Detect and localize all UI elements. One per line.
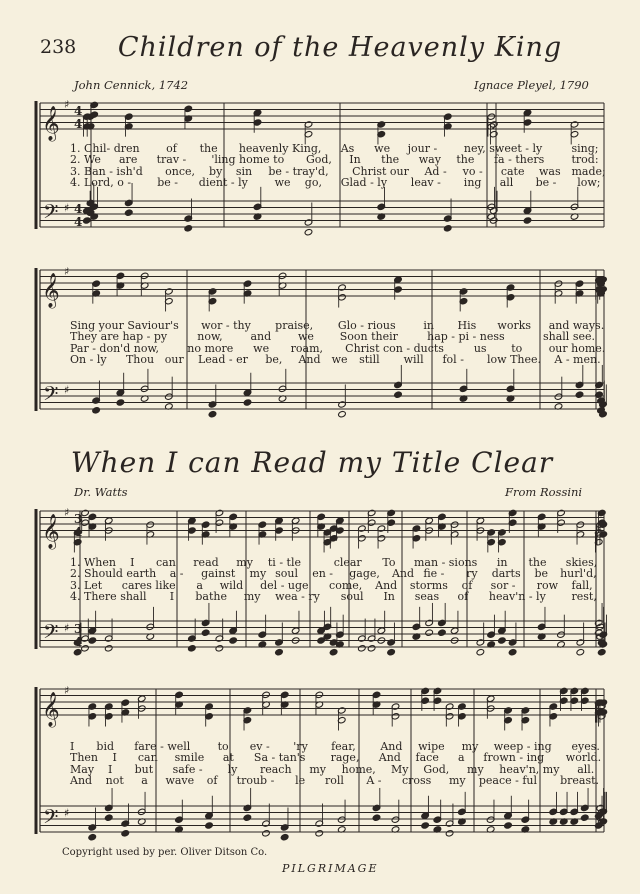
lyric-syllable: and <box>250 330 272 344</box>
lyric-syllable: And <box>70 773 93 787</box>
lyric-syllable: Soon their <box>339 330 398 344</box>
lyric-syllable: 1. When <box>70 556 116 569</box>
lyric-syllable: Then <box>70 751 99 765</box>
note-head <box>580 814 589 821</box>
lyric-syllable: jour - <box>407 142 438 155</box>
lyric-syllable: low; <box>577 175 601 189</box>
lyric-syllable: 4. Lord, o - <box>70 175 132 189</box>
lyric-syllable: clear <box>333 556 362 569</box>
lyric-syllable: fa - thers <box>493 153 545 167</box>
lyric-syllable: hap - pi - ness <box>427 330 505 344</box>
lyric-syllable: I <box>70 740 75 753</box>
lyric-syllable: en - <box>312 567 334 581</box>
lyric-syllable: Christ con - ducts <box>345 341 444 355</box>
note-head <box>508 649 517 656</box>
lyric-syllable: to <box>217 740 229 753</box>
note-head <box>243 814 252 821</box>
note-head <box>358 645 367 652</box>
lyric-syllable: seas <box>414 589 440 603</box>
note-head <box>367 645 376 652</box>
lyric-syllable: in <box>496 556 508 569</box>
lyric-syllable: 2. Should earth <box>70 567 157 581</box>
lyric-syllable: And <box>375 578 398 592</box>
time-signature-bottom: 4 <box>74 215 83 229</box>
note-head <box>315 830 324 837</box>
note-head <box>104 645 113 652</box>
lyric-syllable: wipe <box>418 740 445 753</box>
lyric-syllable: fol - <box>442 352 464 366</box>
lyric-syllable: still <box>359 352 380 366</box>
note-head <box>498 637 507 644</box>
note-head <box>215 645 224 652</box>
lyric-syllable: On - ly <box>70 352 107 366</box>
lyric-syllable: read <box>193 556 219 569</box>
lyric-syllable: row <box>536 578 559 592</box>
lyric-syllable: roll <box>325 773 344 787</box>
lyric-syllable: wor - thy <box>201 319 251 332</box>
lyric-syllable: And <box>378 751 401 765</box>
lyric-syllable: trod: <box>571 153 599 167</box>
lyric-syllable: all. <box>577 762 595 776</box>
hymn2-title: When I can Read my Title Clear <box>70 446 554 479</box>
lyric-syllable: And <box>298 352 321 366</box>
note-head <box>338 411 347 418</box>
time-signature-bottom: 4 <box>74 117 83 131</box>
lyric-syllable: In <box>349 153 361 167</box>
lyric-line <box>0 177 640 188</box>
lyric-syllable: not <box>105 773 124 787</box>
lyric-syllable: cares like <box>121 578 176 592</box>
key-signature-sharp: ♯ <box>64 265 70 278</box>
lyric-syllable: I <box>169 589 175 603</box>
time-signature-top: 3 <box>74 622 83 636</box>
note-head <box>443 225 452 232</box>
treble-clef: 𝄞 <box>42 273 60 308</box>
copyright-notice: Copyright used by per. Oliver Ditson Co. <box>62 847 268 858</box>
lyric-syllable: leav - <box>410 175 441 189</box>
lyric-syllable: in <box>423 319 434 332</box>
lyric-syllable: come, <box>329 578 363 592</box>
lyric-line <box>0 331 640 342</box>
lyric-syllable: reach <box>259 762 292 776</box>
lyric-syllable: May <box>70 762 95 776</box>
note-head <box>262 830 271 837</box>
note-head <box>243 399 252 406</box>
time-signature-top: 3 <box>74 512 83 526</box>
lyric-line <box>0 752 640 763</box>
note-head <box>445 830 454 837</box>
lyric-syllable: a - <box>169 567 184 581</box>
lyric-syllable: roam, <box>290 341 323 355</box>
hymn2-system2-lyrics <box>0 741 640 786</box>
lyric-line <box>0 775 640 786</box>
lyric-syllable: del - uge <box>260 578 309 592</box>
note-head <box>121 830 130 837</box>
lyric-syllable: His <box>457 319 477 332</box>
lyric-syllable: gainst <box>201 567 236 581</box>
lyric-syllable: works <box>497 319 532 332</box>
lyric-syllable: frown - ing <box>483 751 545 765</box>
note-head <box>523 217 532 224</box>
lyric-syllable: the <box>381 153 400 167</box>
lyric-syllable: the <box>456 153 475 167</box>
lyric-syllable: heavenly King, <box>238 142 322 155</box>
lyric-syllable: shall see. <box>543 330 595 344</box>
lyric-syllable: As <box>340 142 355 155</box>
lyric-syllable: ti - tle <box>267 556 301 569</box>
key-signature-sharp: ♯ <box>64 383 70 397</box>
hymn2-composer: From Rossini <box>505 485 583 499</box>
lyric-syllable: all <box>499 175 514 189</box>
treble-clef: 𝄞 <box>42 106 60 141</box>
lyric-syllable: Sing your Saviour's <box>70 319 179 332</box>
note-head <box>208 411 217 418</box>
lyric-line <box>0 568 640 579</box>
lyric-syllable: my <box>249 567 267 581</box>
lyric-syllable: rage, <box>330 751 360 765</box>
lyric-syllable: smile <box>174 751 205 765</box>
lyric-syllable: I <box>107 762 113 776</box>
lyric-syllable: They are hap - py <box>70 330 168 344</box>
lyric-syllable: fear, <box>331 740 356 753</box>
lyric-syllable: safe - <box>172 762 203 776</box>
note-head <box>275 649 284 656</box>
lyric-syllable: made; <box>571 164 606 178</box>
lyric-syllable: heav'n, my <box>499 762 560 776</box>
lyric-syllable: hurl'd, <box>560 567 597 581</box>
note-head <box>88 834 97 841</box>
lyric-syllable: a <box>196 578 203 592</box>
lyric-syllable: Ad - <box>424 164 447 178</box>
lyric-syllable: be - tray'd, <box>268 164 329 178</box>
lyric-syllable: us <box>473 341 487 355</box>
key-signature-sharp: ♯ <box>64 806 70 820</box>
bass-clef: 𝄢 <box>43 805 59 833</box>
lyric-syllable: can <box>156 556 176 569</box>
lyric-syllable: are <box>119 153 138 167</box>
lyric-syllable: my <box>448 773 466 787</box>
lyric-syllable: we <box>297 330 314 344</box>
note-head <box>575 391 584 398</box>
key-signature-sharp: ♯ <box>64 684 70 697</box>
running-title: PILGRIMAGE <box>282 862 379 875</box>
note-head <box>304 229 313 236</box>
lyric-syllable: In <box>383 589 395 603</box>
lyric-syllable: ney, sweet - ly <box>463 142 543 155</box>
lyric-syllable: fare - well <box>134 740 191 753</box>
lyric-syllable: Lead - er <box>197 352 248 366</box>
lyric-syllable: now, <box>197 330 223 344</box>
hymn1-system2-lyrics <box>0 320 640 365</box>
hymn1-title: Children of the Heavenly King <box>117 32 563 63</box>
bass-clef: 𝄢 <box>43 200 59 228</box>
note-head <box>201 629 210 636</box>
lyric-syllable: cate <box>500 164 525 178</box>
lyric-syllable: a <box>458 751 465 765</box>
lyric-syllable: rest, <box>571 589 597 603</box>
lyric-syllable: of <box>206 773 218 787</box>
lyric-line <box>0 354 640 365</box>
lyric-syllable: my <box>309 762 326 776</box>
note-head <box>387 649 396 656</box>
lyric-syllable: And <box>380 740 403 753</box>
lyric-syllable: my <box>236 556 253 569</box>
lyric-syllable: my <box>243 589 261 603</box>
lyric-syllable: A - <box>366 773 382 787</box>
lyric-syllable: cross <box>401 773 432 787</box>
time-signature-top: 4 <box>74 202 83 216</box>
note-head <box>476 649 485 656</box>
lyric-syllable: peace - ful <box>478 773 538 787</box>
lyric-syllable: we <box>274 175 291 189</box>
lyric-syllable: troub - <box>236 773 275 787</box>
lyric-syllable: once, <box>165 164 196 178</box>
lyric-syllable: heav'n - ly <box>488 589 546 603</box>
note-head <box>425 629 434 636</box>
lyric-syllable: God, <box>423 762 450 776</box>
lyric-syllable: be - <box>157 175 178 189</box>
lyric-syllable: our <box>164 352 184 366</box>
lyric-syllable: our home. <box>548 341 606 355</box>
lyric-syllable: 'ry <box>293 740 308 753</box>
lyric-syllable: of <box>461 578 473 592</box>
lyric-syllable: sin <box>235 164 253 178</box>
lyric-syllable: darts <box>491 567 521 581</box>
lyric-syllable: we <box>331 352 348 366</box>
lyric-syllable: my <box>461 740 479 753</box>
note-head <box>229 637 238 644</box>
lyric-syllable: 4. There shall <box>70 589 147 603</box>
lyric-syllable: of <box>457 589 469 603</box>
note-head <box>421 822 430 829</box>
lyric-syllable: skies, <box>565 556 598 569</box>
lyric-syllable: soul <box>340 589 364 603</box>
lyric-syllable: ing <box>463 175 482 189</box>
lyric-syllable: go, <box>304 175 322 189</box>
lyric-syllable: can <box>137 751 158 765</box>
lyric-syllable: Christ our <box>352 164 409 178</box>
lyric-syllable: A - men. <box>554 352 601 366</box>
time-signature-top: 4 <box>74 104 83 118</box>
lyric-syllable: be, <box>265 352 283 366</box>
lyric-syllable: world. <box>565 751 602 765</box>
lyric-syllable: home, <box>341 762 376 776</box>
lyric-syllable: we <box>374 142 391 155</box>
lyric-syllable: I <box>112 751 117 765</box>
lyric-syllable: we <box>253 341 270 355</box>
note-head <box>88 637 97 644</box>
lyric-syllable: and ways. <box>548 319 605 332</box>
lyric-syllable: 3. Ban - ish'd <box>70 164 143 178</box>
lyric-syllable: my <box>467 762 484 776</box>
lyric-syllable: man - sions <box>414 556 478 569</box>
lyric-line <box>0 764 640 775</box>
lyric-syllable: To <box>382 556 396 569</box>
note-head <box>504 822 513 829</box>
lyric-syllable: wea - ry <box>275 589 320 603</box>
key-signature-sharp: ♯ <box>64 506 70 519</box>
lyric-syllable: dient - ly <box>198 175 248 189</box>
lyric-syllable: bid <box>96 740 115 753</box>
lyric-syllable: Par - don'd now, <box>70 341 160 355</box>
note-head <box>188 645 197 652</box>
lyric-syllable: soul <box>275 567 299 581</box>
lyric-syllable: wild <box>219 578 244 592</box>
key-signature-sharp: ♯ <box>64 98 70 111</box>
lyric-syllable: breast. <box>560 773 600 787</box>
treble-clef: 𝄞 <box>42 692 60 727</box>
hymn1-author: John Cennick, 1742 <box>74 78 189 92</box>
lyric-syllable: fie - <box>423 567 445 581</box>
lyric-syllable: eyes. <box>571 740 600 753</box>
lyric-line <box>0 591 640 602</box>
lyric-syllable: 3. Let <box>70 578 103 592</box>
lyric-syllable: weep - ing <box>493 740 552 753</box>
hymn2-system1-lyrics <box>0 557 640 602</box>
lyric-syllable: And <box>391 567 415 581</box>
lyric-syllable: sor - <box>490 578 516 592</box>
lyric-syllable: to <box>511 341 523 355</box>
hymn1-composer: Ignace Pleyel, 1790 <box>474 78 589 92</box>
lyric-syllable: fall, <box>571 578 593 592</box>
note-head <box>597 649 606 656</box>
note-head <box>438 629 447 636</box>
lyric-syllable: be - <box>535 175 557 189</box>
lyric-syllable: the <box>528 556 547 569</box>
lyric-syllable: praise, <box>275 319 314 332</box>
lyric-syllable: vo - <box>462 164 483 178</box>
lyric-syllable: sing; <box>571 142 599 155</box>
note-head <box>92 407 101 414</box>
lyric-syllable: bathe <box>195 589 227 603</box>
note-head <box>184 225 193 232</box>
lyric-syllable: My <box>391 762 409 776</box>
lyric-syllable: I <box>130 556 135 569</box>
lyric-syllable: will <box>403 352 424 366</box>
lyric-syllable: face <box>415 751 439 765</box>
lyric-syllable: by <box>209 164 223 178</box>
lyric-syllable: the <box>199 142 218 155</box>
lyric-syllable: was <box>539 164 561 178</box>
lyric-syllable: trav - <box>156 153 187 167</box>
bass-clef: 𝄢 <box>43 382 59 410</box>
lyric-syllable: but <box>134 762 154 776</box>
lyric-syllable: ly <box>227 762 238 776</box>
hymn2-author: Dr. Watts <box>74 485 128 499</box>
lyric-syllable: le <box>295 773 306 787</box>
note-head <box>329 649 338 656</box>
lyric-syllable: Sa - tan's <box>253 751 306 765</box>
treble-clef: 𝄞 <box>42 514 60 549</box>
lyric-syllable: at <box>222 751 234 765</box>
lyric-syllable: of <box>166 142 177 155</box>
lyric-syllable: ev - <box>249 740 270 753</box>
lyric-syllable: a <box>141 773 148 787</box>
key-signature-sharp: ♯ <box>64 201 70 215</box>
note-head <box>124 209 133 216</box>
note-head <box>576 649 585 656</box>
lyric-syllable: no more <box>187 341 234 355</box>
lyric-syllable: storms <box>409 578 448 592</box>
note-head <box>116 399 125 406</box>
page-number: 238 <box>40 36 77 58</box>
lyric-syllable: gage, <box>349 567 380 581</box>
note-head <box>280 834 289 841</box>
lyric-syllable: Glo - rious <box>337 319 396 332</box>
lyric-syllable: God, <box>305 153 332 167</box>
lyric-syllable: Thou <box>125 352 155 366</box>
note-head <box>372 814 381 821</box>
note-head <box>104 814 113 821</box>
hymn1-system1-lyrics <box>0 143 640 188</box>
lyric-syllable: low Thee. <box>487 352 542 366</box>
bass-clef: 𝄢 <box>43 620 59 648</box>
lyric-syllable: wave <box>165 773 195 787</box>
lyric-syllable: ry <box>466 567 478 581</box>
lyric-syllable: way <box>418 153 441 167</box>
lyric-syllable: 1. Chil- dren <box>70 142 140 155</box>
note-head <box>83 217 92 224</box>
lyric-syllable: Glad - ly <box>340 175 388 189</box>
lyric-syllable: 2. We <box>70 153 101 167</box>
lyric-syllable: be <box>534 567 549 581</box>
lyric-line <box>0 154 640 165</box>
key-signature-sharp: ♯ <box>64 621 70 635</box>
note-head <box>73 649 82 656</box>
lyric-syllable: 'ling home to <box>211 153 285 167</box>
note-head <box>394 391 403 398</box>
note-head <box>205 822 214 829</box>
